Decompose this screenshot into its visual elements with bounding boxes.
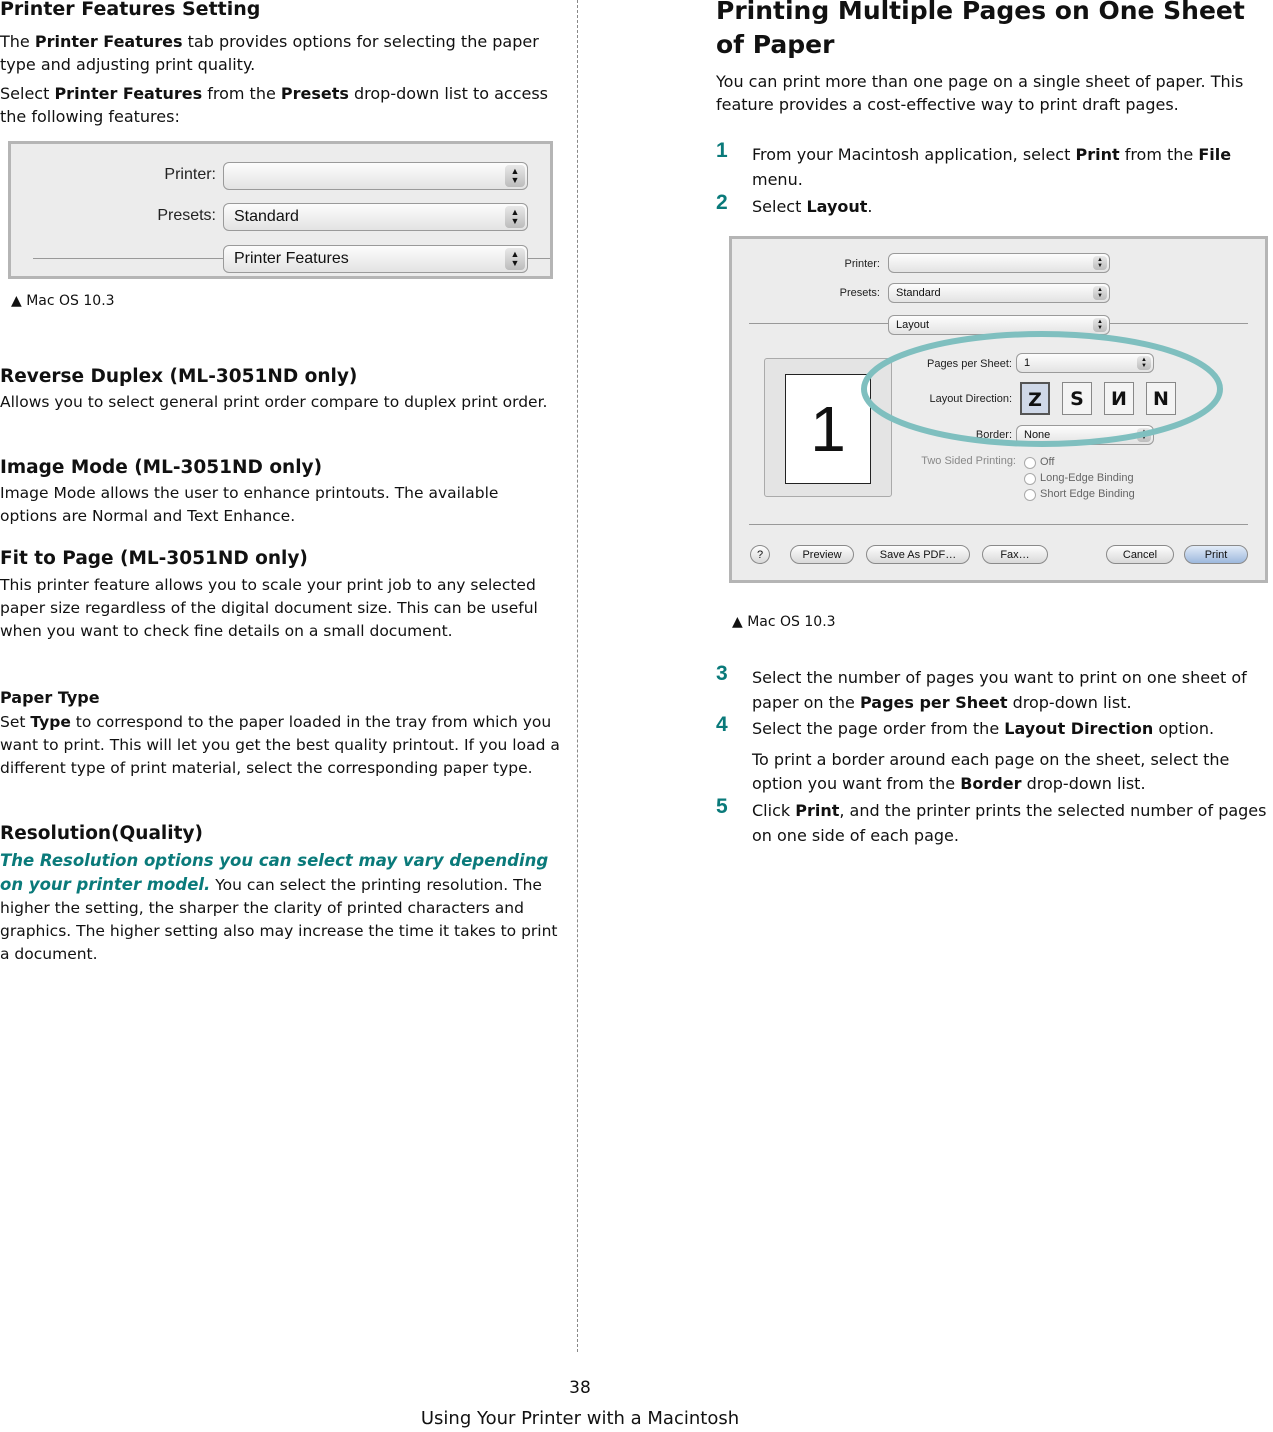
preview-page: 1 [785,374,871,484]
popup-arrows-icon: ▲ ▼ [1093,256,1107,270]
popup-arrows-icon: ▲ ▼ [505,206,525,228]
help-button[interactable]: ? [750,545,770,564]
layout-direction-z-icon[interactable]: Z [1020,382,1050,415]
presets-popup[interactable]: Standard ▲ ▼ [223,203,528,231]
layout-direction-s-icon[interactable]: S [1062,382,1092,415]
section-title: Printer Features Setting [0,0,261,20]
border-popup[interactable]: None ▲ ▼ [1016,425,1154,445]
subsection-body: This printer feature allows you to scale your print job to any selected paper size regardless of the digital document size. This can be useful when you want to check fine details on a small document. [0,576,538,640]
step-4-note: To print a border around each page on the sheet, select the option you want from the Border drop-down list. [752,750,1230,793]
subsection-body: Allows you to select general print order compare to duplex print order. [0,393,548,411]
printer-features-dialog-screenshot [8,141,553,279]
subsection-title: Reverse Duplex (ML-3051ND only) [0,366,358,387]
printer-label: Printer: [844,258,880,270]
resolution-title: Resolution(Quality) [0,823,203,844]
footer-title: Using Your Printer with a Macintosh [420,1408,740,1429]
save-as-pdf-button[interactable]: Save As PDF… [866,545,970,564]
figure-caption: ▲ Mac OS 10.3 [732,614,836,630]
paper-type-title: Paper Type [0,688,100,707]
separator-line [749,524,1248,525]
printer-label: Printer: [164,166,216,183]
presets-label: Presets: [157,207,216,224]
features-popup[interactable]: Printer Features ▲ ▼ [223,245,528,273]
subsection-title: Fit to Page (ML-3051ND only) [0,548,308,569]
page-number: 38 [569,1378,591,1398]
column-divider [577,0,578,1352]
subsection-title: Image Mode (ML-3051ND only) [0,457,323,478]
popup-arrows-icon: ▲ ▼ [1093,318,1107,332]
popup-arrows-icon: ▲ ▼ [1137,356,1151,370]
short-edge-binding-label: Short Edge Binding [1040,488,1135,500]
two-sided-off-label: Off [1040,456,1055,468]
cancel-button[interactable]: Cancel [1106,545,1174,564]
intro-paragraph: You can print more than one page on a single sheet of paper. This feature provides a cost-effective way to print draft pages. [716,72,1244,114]
pages-per-sheet-label: Pages per Sheet: [926,358,1012,370]
print-button[interactable]: Print [1184,545,1248,564]
intro-paragraph-2: Select Printer Features from the Presets drop-down list to access the following features: [0,84,548,126]
layout-direction-reverse-n-icon[interactable]: И [1104,382,1134,415]
popup-arrows-icon: ▲ ▼ [505,248,525,270]
two-sided-printing-label: Two Sided Printing: [921,455,1016,467]
paper-type-body: Set Type to correspond to the paper loaded in the tray from which you want to print. This will let you get the best quality printout. If you load a different type of print material, select the corresponding paper type. [0,713,560,777]
presets-label: Presets: [839,287,880,299]
section-title: Printing Multiple Pages on One Sheet of Paper [716,0,1245,59]
highlight-ellipse [732,239,1265,580]
printer-popup[interactable] [223,162,528,190]
layout-dialog-screenshot [729,236,1268,583]
preview-button[interactable]: Preview [790,545,854,564]
layout-popup[interactable]: Layout ▲ ▼ [888,315,1110,335]
pages-per-sheet-popup[interactable]: 1 ▲ ▼ [1016,353,1154,373]
long-edge-binding-label: Long-Edge Binding [1040,472,1134,484]
popup-arrows-icon: ▲ ▼ [1093,286,1107,300]
popup-arrows-icon: ▲ ▼ [505,165,525,187]
subsection-body: Image Mode allows the user to enhance printouts. The available options are Normal and Text Enhance. [0,484,499,525]
layout-direction-label: Layout Direction: [929,393,1012,405]
resolution-body: The Resolution options you can select may vary depending on your printer model. You can select the printing resolution. The higher the setting, the sharper the clarity of printed characters and graphics. The higher setting also may increase the time it takes to print a document. [0,851,558,963]
presets-popup[interactable]: Standard ▲ ▼ [888,283,1110,303]
layout-direction-n-icon[interactable]: N [1146,382,1176,415]
fax-button[interactable]: Fax… [982,545,1048,564]
border-label: Border: [975,429,1012,441]
figure-caption: ▲ Mac OS 10.3 [11,293,115,309]
popup-arrows-icon: ▲ ▼ [1137,428,1151,442]
intro-paragraph-1: The Printer Features tab provides options for selecting the paper type and adjusting print quality. [0,32,539,74]
